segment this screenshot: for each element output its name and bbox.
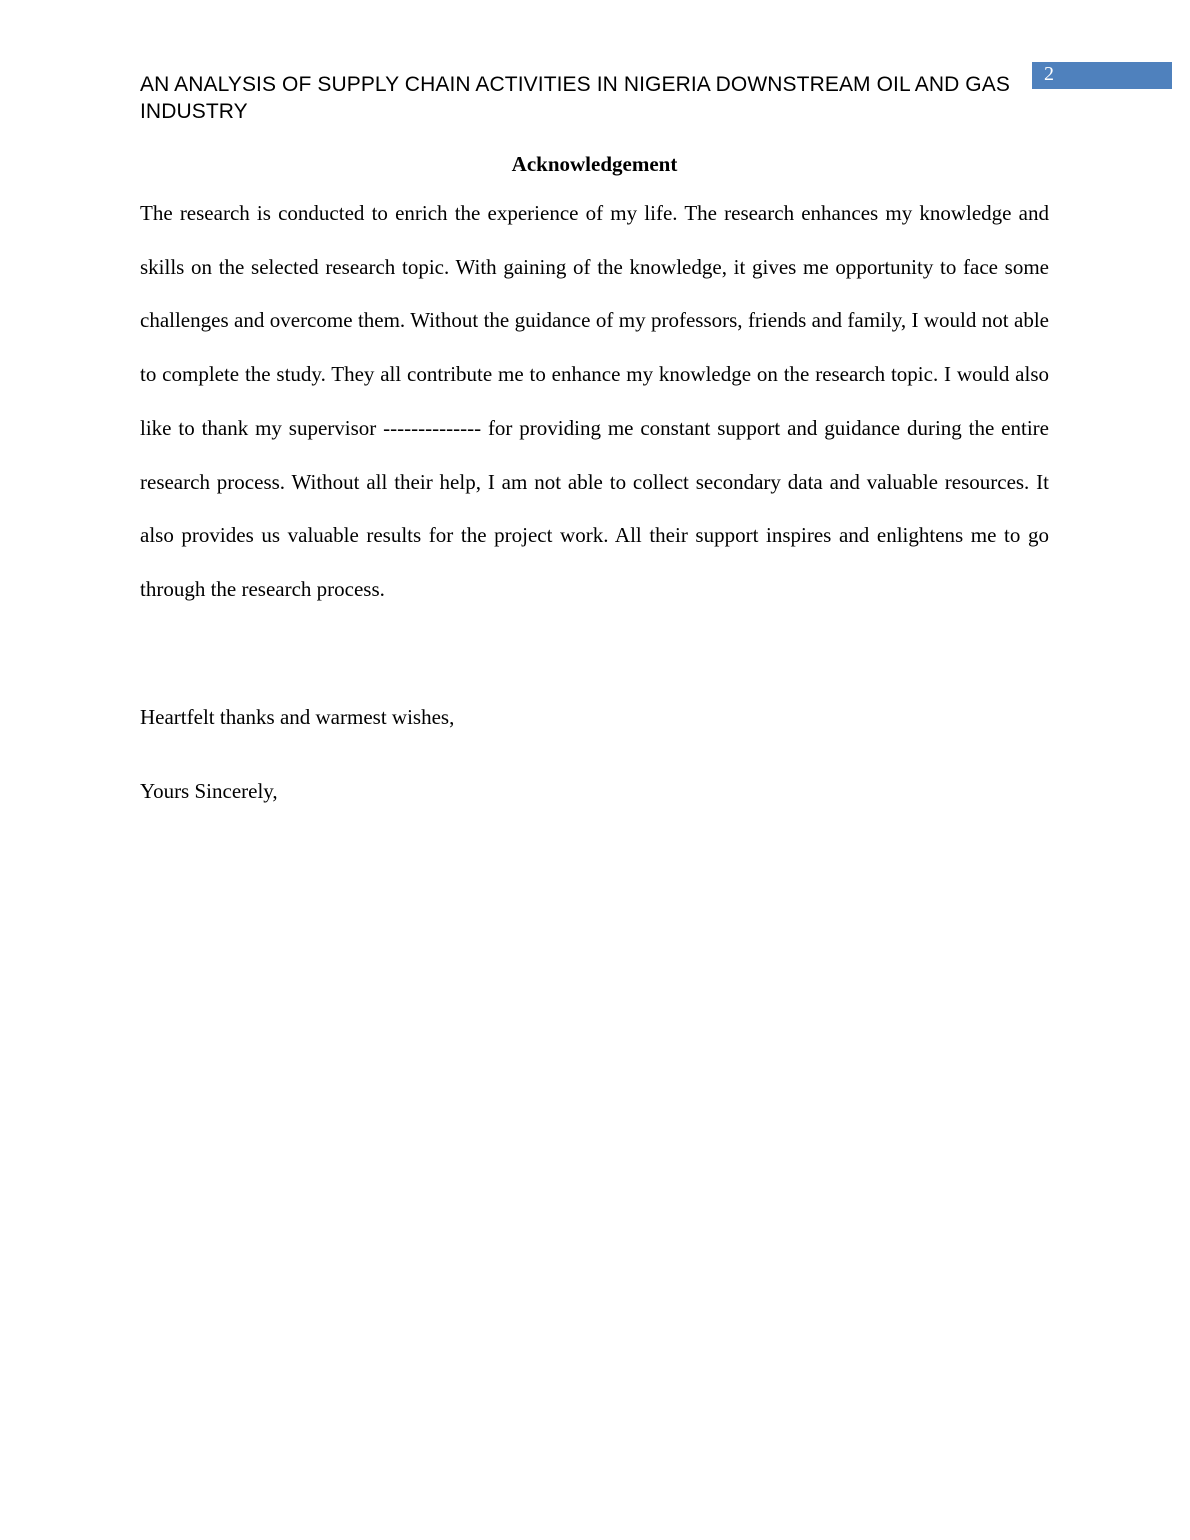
acknowledgement-paragraph: The research is conducted to enrich the experience of my life. The research enhances my knowledge and skills on the selected research topic. With gaining of the knowledge, it gives me opportunity to face some challenges and overcome them. Without the guidance of my professors, friends and family, I would not able to complete the study. They all contribute me to enhance my knowledge on the research topic. I would also like to thank my supervisor -------------- for providing me constant support and guidance during the entire research process. Without all their help, I am not able to collect secondary data and valuable resources. It also provides us valuable results for the project work. All their support inspires and enlightens me to go through the research process.: [140, 201, 1049, 601]
running-header-title: AN ANALYSIS OF SUPPLY CHAIN ACTIVITIES IN NIGERIA DOWNSTREAM OIL AND GAS INDUSTRY: [140, 73, 1010, 123]
closing-signoff: Yours Sincerely,: [140, 779, 278, 803]
acknowledgement-heading: Acknowledgement: [511, 152, 678, 176]
page-number: 2: [1044, 63, 1054, 85]
closing-thanks: Heartfelt thanks and warmest wishes,: [140, 705, 455, 729]
